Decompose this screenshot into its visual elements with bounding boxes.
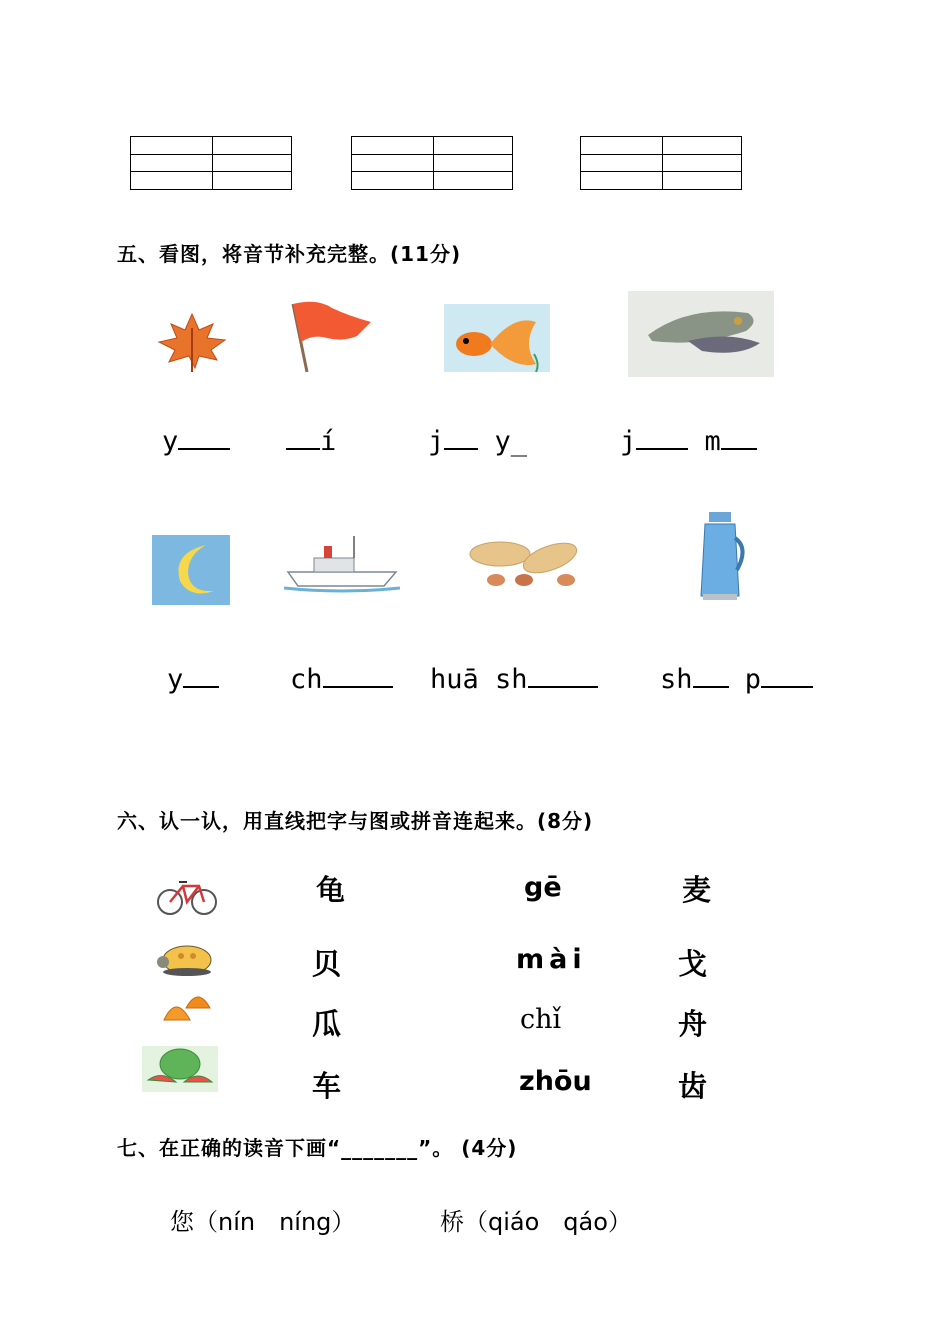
pinyin-chi: chǐ xyxy=(520,1004,562,1035)
syllable-cap: j m xyxy=(620,426,757,457)
peanuts-icon xyxy=(462,530,584,592)
syllable-maple: y xyxy=(162,426,230,457)
maple-leaf-icon xyxy=(155,308,229,374)
syllable-moon: y xyxy=(167,664,219,695)
thermos-icon xyxy=(695,508,751,604)
writing-grid-2 xyxy=(351,136,513,190)
pinyin-zhou: zhōu xyxy=(519,1066,592,1097)
pinyin-ge: gē xyxy=(524,872,562,903)
syllable-peanut: huā sh xyxy=(430,664,598,695)
syllable-ship: ch xyxy=(290,664,393,695)
red-flag-icon xyxy=(287,298,375,376)
army-cap-icon xyxy=(628,291,774,377)
crescent-moon-icon xyxy=(152,535,230,605)
char-ge: 戈 xyxy=(678,947,708,981)
seashells-icon xyxy=(160,988,212,1030)
pinyin-mai: mài xyxy=(516,944,587,975)
ship-icon xyxy=(284,532,400,594)
goldfish-icon xyxy=(444,304,550,372)
section7-heading: 七、在正确的读音下画“_______”。 (4分) xyxy=(117,1136,518,1160)
char-gua: 瓜 xyxy=(312,1007,342,1041)
syllable-flag: í xyxy=(286,426,336,457)
char-bei: 贝 xyxy=(312,947,342,981)
char-mai: 麦 xyxy=(682,873,712,907)
char-gui: 龟 xyxy=(316,873,346,907)
char-chi: 齿 xyxy=(678,1069,708,1103)
section5-heading: 五、看图，将音节补充完整。(11分) xyxy=(117,242,462,266)
syllable-goldfish: j y_ xyxy=(428,426,528,457)
writing-grid-1 xyxy=(130,136,292,190)
reading-item-nin: 您（nín níng） xyxy=(170,1208,356,1236)
char-che: 车 xyxy=(312,1069,342,1103)
char-zhou: 舟 xyxy=(678,1007,708,1041)
turtle-icon xyxy=(155,938,217,978)
section6-heading: 六、认一认，用直线把字与图或拼音连起来。(8分) xyxy=(117,809,594,833)
bicycle-icon xyxy=(157,872,217,918)
watermelon-icon xyxy=(142,1046,218,1092)
reading-item-qiao: 桥（qiáo qáo） xyxy=(440,1208,632,1236)
syllable-thermos: sh p xyxy=(660,664,813,695)
writing-grid-3 xyxy=(580,136,742,190)
